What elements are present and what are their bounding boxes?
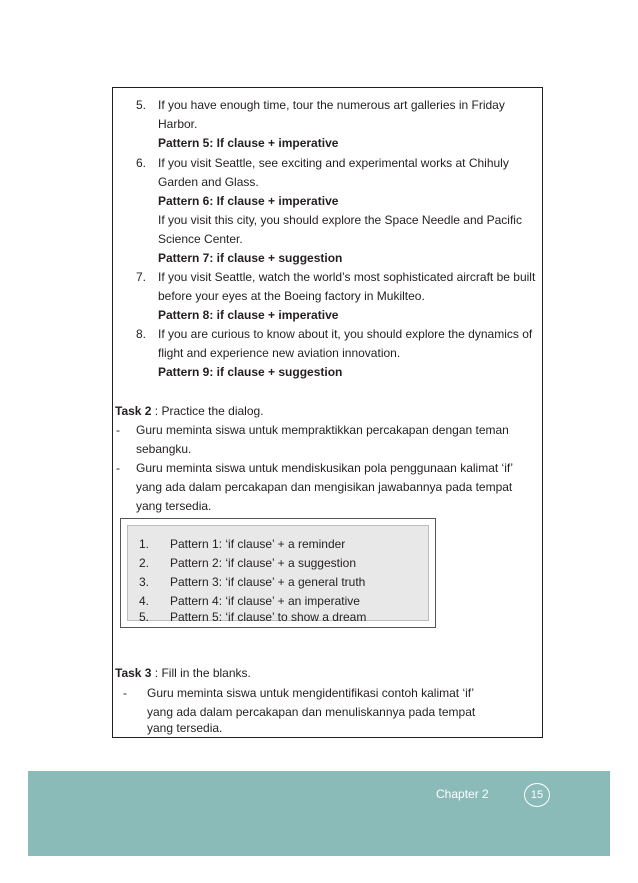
pattern-text: Pattern 2: ‘if clause’ + a suggestion bbox=[170, 556, 356, 570]
pattern-label: Pattern 7: if clause + suggestion bbox=[158, 251, 343, 265]
pattern-text: Pattern 4: ‘if clause’ + an imperative bbox=[170, 594, 360, 608]
item-text: Harbor. bbox=[158, 117, 198, 131]
bullet-dash: - bbox=[123, 686, 127, 700]
pattern-label: Pattern 9: if clause + suggestion bbox=[158, 365, 343, 379]
task2-title: : Practice the dialog. bbox=[151, 404, 264, 418]
pattern-text: Pattern 3: ‘if clause’ + a general truth bbox=[170, 575, 366, 589]
item-text: before your eyes at the Boeing factory in Mukilteo. bbox=[158, 289, 425, 303]
chapter-label: Chapter 2 bbox=[436, 787, 489, 801]
pattern-label: Pattern 8: if clause + imperative bbox=[158, 308, 339, 322]
page-footer bbox=[28, 771, 610, 856]
bullet-dash: - bbox=[116, 461, 120, 475]
pattern-label: Pattern 5: If clause + imperative bbox=[158, 136, 339, 150]
pattern-number: 4. bbox=[139, 594, 150, 608]
bullet-dash: - bbox=[116, 423, 120, 437]
task3-bullet-text: yang tersedia. bbox=[147, 721, 223, 735]
task2-bullet-text: yang ada dalam percakapan dan mengisikan jawabannya pada tempat bbox=[136, 480, 513, 494]
task2-bullet-text: yang tersedia. bbox=[136, 499, 212, 513]
task3-bullet-text: Guru meminta siswa untuk mengidentifikasi contoh kalimat ‘if’ bbox=[147, 686, 475, 700]
task3-title: : Fill in the blanks. bbox=[151, 666, 251, 680]
pattern-number: 2. bbox=[139, 556, 150, 570]
pattern-number: 3. bbox=[139, 575, 150, 589]
item-text: If you are curious to know about it, you should explore the dynamics of bbox=[158, 327, 533, 341]
item-number: 5. bbox=[136, 98, 147, 112]
task2-bullet-text: Guru meminta siswa untuk mendiskusikan pola penggunaan kalimat ‘if’ bbox=[136, 461, 514, 475]
item-text: Garden and Glass. bbox=[158, 175, 259, 189]
pattern-number: 1. bbox=[139, 537, 150, 551]
task3-heading bbox=[115, 666, 251, 680]
item-text: If you visit Seattle, watch the world’s most sophisticated aircraft be built bbox=[158, 270, 536, 284]
task3-bullet-text: yang ada dalam percakapan dan menuliskannya pada tempat bbox=[147, 705, 476, 719]
item-text: Science Center. bbox=[158, 232, 243, 246]
task2-bullet-text: Guru meminta siswa untuk mempraktikkan percakapan dengan teman bbox=[136, 423, 509, 437]
item-number: 8. bbox=[136, 327, 147, 341]
page-number: 15 bbox=[524, 783, 550, 807]
item-text: flight and experience new aviation innovation. bbox=[158, 346, 401, 360]
item-text: If you visit this city, you should explore the Space Needle and Pacific bbox=[158, 213, 522, 227]
item-number: 7. bbox=[136, 270, 147, 284]
pattern-text: Pattern 5: ‘if clause’ to show a dream bbox=[170, 610, 367, 624]
item-number: 6. bbox=[136, 156, 147, 170]
item-text: If you visit Seattle, see exciting and experimental works at Chihuly bbox=[158, 156, 509, 170]
pattern-label: Pattern 6: If clause + imperative bbox=[158, 194, 339, 208]
task2-label: Task 2 bbox=[115, 404, 152, 418]
task2-heading bbox=[115, 404, 264, 418]
task3-label: Task 3 bbox=[115, 666, 152, 680]
pattern-text: Pattern 1: ‘if clause’ + a reminder bbox=[170, 537, 346, 551]
pattern-number: 5. bbox=[139, 610, 150, 624]
task2-bullet-text: sebangku. bbox=[136, 442, 192, 456]
item-text: If you have enough time, tour the numerous art galleries in Friday bbox=[158, 98, 505, 112]
